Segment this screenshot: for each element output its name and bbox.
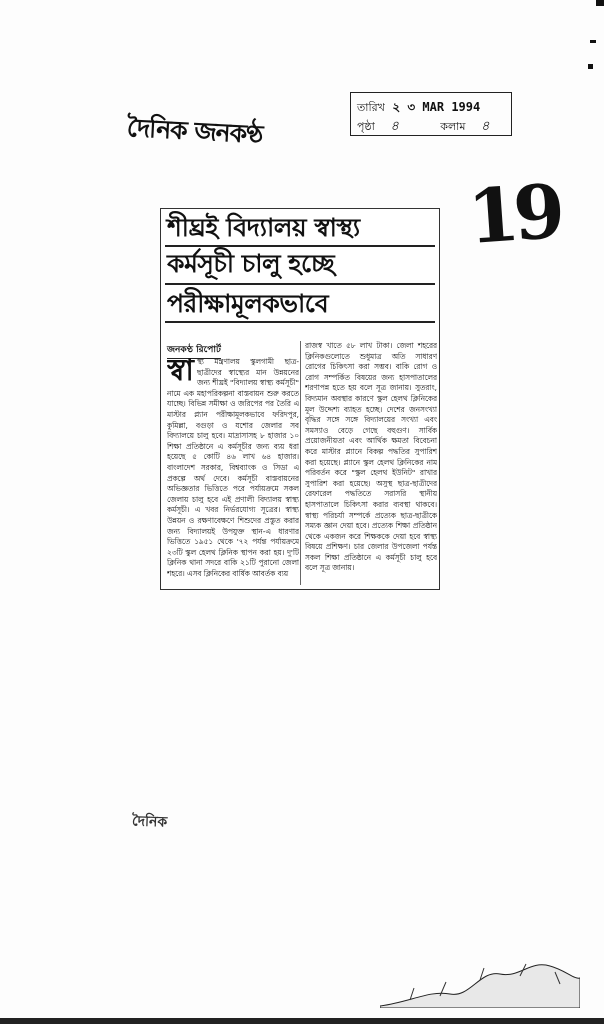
stamp-page-value: ৪ <box>390 119 399 134</box>
stamp-column-label: কলাম <box>440 120 466 133</box>
stamp-page-label: পৃষ্ঠা <box>357 120 375 133</box>
date-stamp <box>350 92 512 136</box>
stamp-date-label: তারিখ <box>357 101 385 114</box>
headline-underline <box>165 245 435 247</box>
article-column-left <box>167 357 299 585</box>
headline-line-2: কর্মসূচী চালু হচ্ছে <box>167 249 335 278</box>
right-edge-mark <box>590 40 596 43</box>
headline-line-1: শীঘ্রই বিদ্যালয় স্বাস্থ্য <box>167 213 360 242</box>
handwritten-page-number: 19 <box>465 168 562 262</box>
stamp-date-row <box>357 99 480 119</box>
article-column-right <box>305 341 437 585</box>
right-edge-mark <box>596 0 604 6</box>
column-divider <box>300 341 301 585</box>
newspaper-name: দৈনিক জনকণ্ঠ <box>126 112 264 150</box>
article-body-right: রাজস্ব খাতে ৫৮ লাখ টাকা। জেলা শহরের ক্লিনিকগুলোতে শুধুমাত্র অতি সাধারণ রোগের চিকিৎসা করা সম্ভব। বাকি রোগ ও রোগ সম্পর্কিত বিষয়ের জন্য হাসপাতালের শরণাপন্ন হতে হয় বলে সূত্র জানায়। সুতরাং, বিদ্যমান অবস্থার কারণে স্কুল হেলথ ক্লিনিকের মূল উদ্দেশ্য ব্যাহত হচ্ছে। দেশের জনসংখ্যা বৃদ্ধির সঙ্গে সঙ্গে বিদ্যালয়ের সংখ্যা এবং সমস্যাও বেড়ে গেছে বহুগুণ। সার্বিক প্রয়োজনীয়তা এবং আর্থিক ক্ষমতা বিবেচনা করে মাস্টার প্ল্যানে বিকল্প পদ্ধতির সুপারিশ করা হয়েছে। প্ল্যানে স্কুল হেলথ ক্লিনিকের নাম পরিবর্তন করে "স্কুল হেলথ ইউনিট" রাখার সুপারিশ করা হয়েছে। অসুস্থ ছাত্র-ছাত্রীদের রেফারেল পদ্ধতিতে সরাসরি স্থানীয় হাসপাতালে চিকিৎসা করার ব্যবস্থা থাকবে। স্বাস্থ্য পরিচর্যা সম্পর্কে প্রত্যেক ছাত্র-ছাত্রীকে সম্যক জ্ঞান দেয়া হবে। প্রত্যেক শিক্ষা প্রতিষ্ঠান থেকে একজন করে শিক্ষককে দেয়া হবে স্বাস্থ্য বিষয়ে প্রশিক্ষণ। চার জেলার উপজেলা পর্যন্ত সকল শিক্ষা প্রতিষ্ঠানে এ কর্মসূচী চালু হবে বলে সূত্র জানায়। <box>305 341 437 573</box>
stamp-date-value: ২ ৩ MAR 1994 <box>392 100 481 114</box>
article-body-left: স্থ্য মন্ত্রণালয় স্কুলগামী ছাত্র-ছাত্রীদের স্বাস্থ্যের মান উন্নয়নের জন্য শীঘ্রই "বিদ্যালয় স্বাস্থ্য কর্মসূচী" নামে এক মহাপরিকল্পনা বাস্তবায়ন শুরু করতে যাচ্ছে। বিভিন্ন সমীক্ষা ও জরিপের পর তৈরি এ মাস্টার প্ল্যান পরীক্ষামূলকভাবে ফরিদপুর, কুমিল্লা, বগুড়া ও যশোর জেলার সব বিদ্যালয়ে চালু হবে। মাদ্রাসাসহ ৮ হাজার ১০ শিক্ষা প্রতিষ্ঠানে এ কর্মসূচীর জন্য ব্যয় ধরা হয়েছে ৫ কোটি ৪৬ লাখ ৬৪ হাজার। বাংলাদেশ সরকার, বিশ্বব্যাংক ও সিডা এ প্রকল্পে অর্থ দেবে। কর্মসূচী বাস্তবায়নের অভিজ্ঞতার ভিত্তিতে পরে পর্যায়ক্রমে সকল জেলায় চালু হবে এই প্রণালী বিদ্যালয় স্বাস্থ্য কর্মসূচী। এ খবর নির্ভরযোগ্য সূত্রের। স্বাস্থ্য উন্নয়ন ও রক্ষণাবেক্ষণে শিশুদের প্রস্তুত করার জন্য বিদ্যালয়ই উপযুক্ত স্থান-এ ধারণার ভিত্তিতে ১৯৫১ থেকে '৭২ পর্যন্ত পর্যায়ক্রমে ২৩টি স্কুল হেলথ ক্লিনিক স্থাপন করা হয়। দু'টি ক্লিনিক থানা সদরে বাকি ২১টি পুরানো জেলা শহরে। এসব ক্লিনিকের বার্ষিক আবর্তক ব্যয় <box>167 357 299 578</box>
article-byline: জনকণ্ঠ রিপোর্ট <box>167 342 221 359</box>
right-edge-mark <box>588 64 593 69</box>
headline-underline <box>165 321 435 323</box>
stamp-page-row <box>357 117 489 138</box>
torn-paper-edge <box>380 950 580 1008</box>
newspaper-name-faint: দৈনিক <box>131 813 168 831</box>
article-clipping <box>160 208 440 590</box>
headline-line-3: পরীক্ষামূলকভাবে <box>167 289 329 318</box>
drop-cap: স্বা <box>167 357 194 388</box>
bottom-edge-mark <box>0 1018 604 1024</box>
headline-underline <box>165 283 435 285</box>
stamp-column-value: ৪ <box>480 119 490 134</box>
